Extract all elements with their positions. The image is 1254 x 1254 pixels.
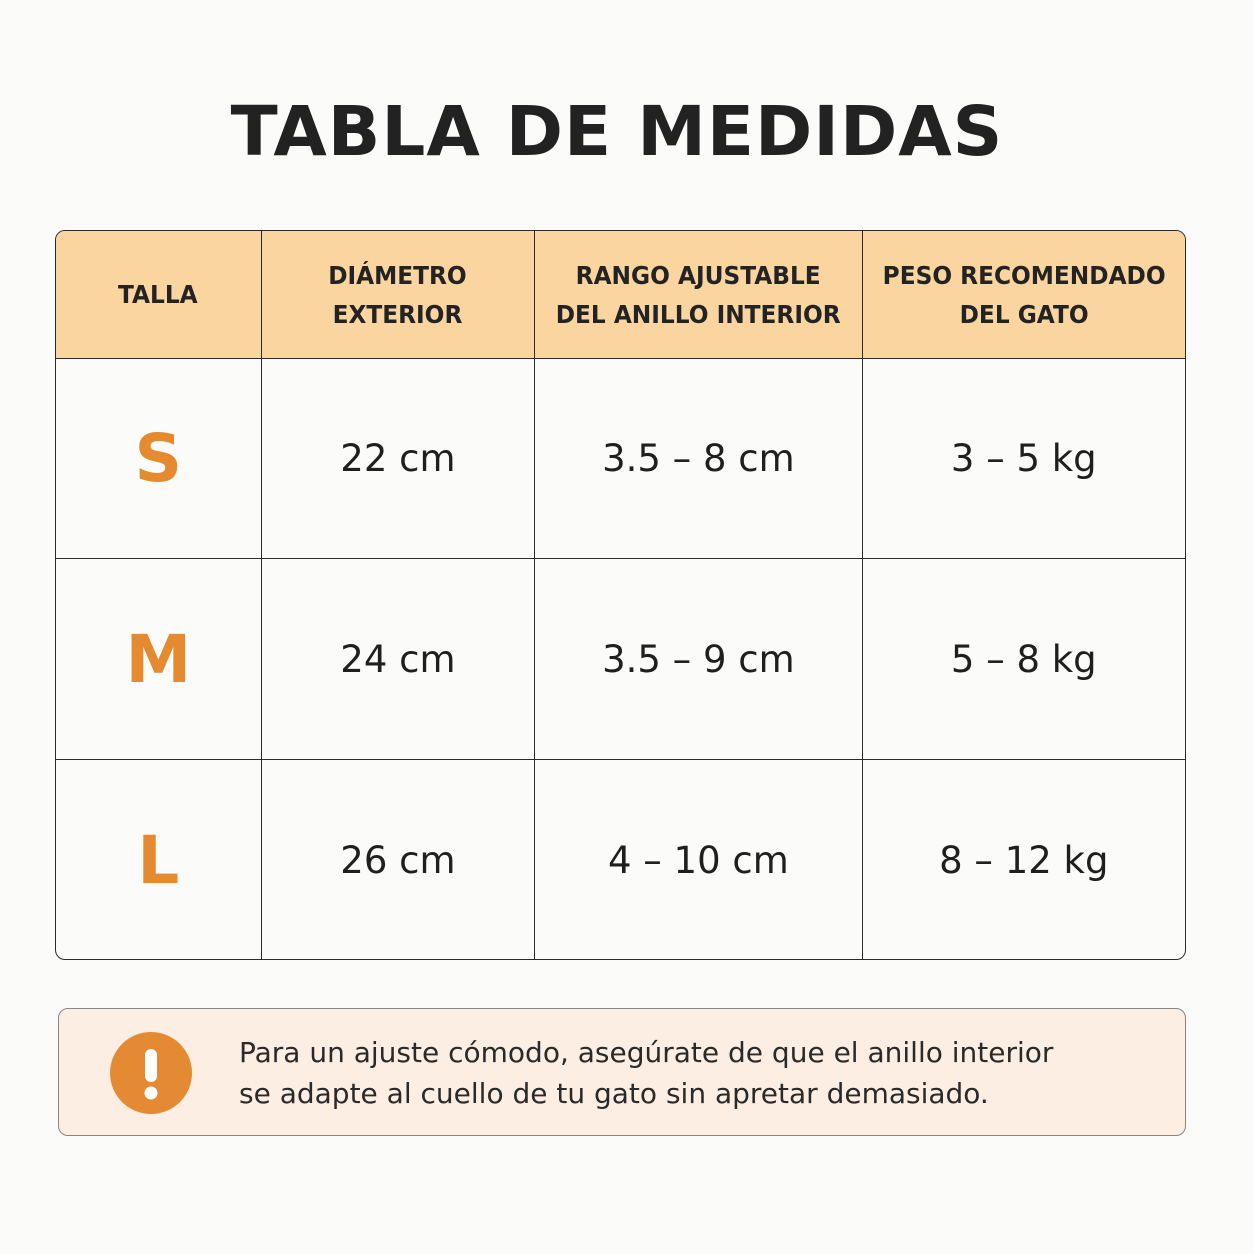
weight-value: 8 – 12 kg <box>939 839 1109 882</box>
inner-range-cell <box>535 359 862 558</box>
header-inner-range-line1: RANGO AJUSTABLE <box>575 260 821 290</box>
weight-cell <box>863 359 1185 558</box>
header-size-label: TALLA <box>118 280 199 309</box>
inner-range-value: 4 – 10 cm <box>607 839 789 882</box>
header-outer-diameter-line1: DIÁMETRO <box>328 260 468 290</box>
weight-value: 3 – 5 kg <box>950 437 1097 480</box>
inner-range-cell <box>535 559 862 759</box>
table-row <box>56 359 1185 559</box>
header-cell-outer-diameter <box>262 231 536 358</box>
inner-range-cell <box>535 760 862 960</box>
note-line-2: se adapte al cuello de tu gato sin apretar demasiado. <box>239 1077 989 1110</box>
size-cell <box>56 359 262 558</box>
size-letter: L <box>137 822 180 899</box>
header-cell-weight <box>863 231 1185 358</box>
size-cell <box>56 559 262 759</box>
outer-diameter-cell <box>262 359 536 558</box>
outer-diameter-value: 24 cm <box>340 637 456 681</box>
table-row <box>56 760 1185 960</box>
header-weight-line2: DEL GATO <box>959 299 1089 329</box>
outer-diameter-value: 26 cm <box>340 839 456 882</box>
header-inner-range-line2: DEL ANILLO INTERIOR <box>555 299 841 329</box>
outer-diameter-value: 22 cm <box>340 437 456 480</box>
inner-range-value: 3.5 – 9 cm <box>602 637 795 681</box>
size-cell <box>56 760 262 960</box>
size-table <box>55 230 1186 960</box>
weight-cell <box>863 760 1185 960</box>
inner-range-value: 3.5 – 8 cm <box>602 437 795 480</box>
note-line-1: Para un ajuste cómodo, asegúrate de que el anillo interior <box>239 1036 1054 1069</box>
table-header-row <box>56 231 1185 359</box>
note-text <box>239 1032 1159 1114</box>
outer-diameter-cell <box>262 559 536 759</box>
header-outer-diameter-line2: EXTERIOR <box>333 299 463 329</box>
weight-value: 5 – 8 kg <box>950 637 1097 681</box>
header-weight-line1: PESO RECOMENDADO <box>882 260 1166 290</box>
size-letter: M <box>125 620 192 698</box>
outer-diameter-cell <box>262 760 536 960</box>
fit-note <box>58 1008 1186 1136</box>
table-row <box>56 559 1185 760</box>
header-cell-size <box>56 231 262 358</box>
page-title: TABLA DE MEDIDAS <box>230 92 1004 172</box>
header-cell-inner-range <box>535 231 862 358</box>
exclamation-icon <box>110 1032 192 1114</box>
weight-cell <box>863 559 1185 759</box>
size-letter: S <box>134 420 183 497</box>
